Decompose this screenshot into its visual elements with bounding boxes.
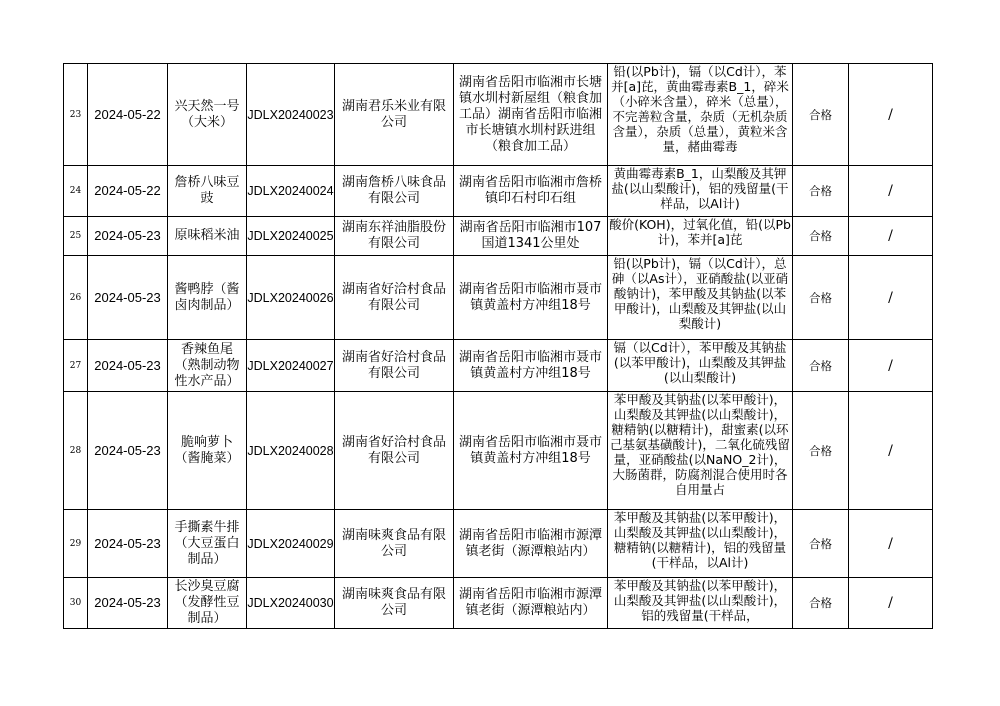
product-name: 手撕素牛排（大豆蛋白制品） xyxy=(168,510,247,578)
test-result: 合格 xyxy=(793,392,849,510)
product-name: 詹桥八味豆豉 xyxy=(168,166,247,217)
product-name: 香辣鱼尾（熟制动物性水产品） xyxy=(168,340,247,392)
remark: / xyxy=(849,166,933,217)
sample-code: JDLX20240029 xyxy=(247,510,335,578)
remark: / xyxy=(849,392,933,510)
table-row xyxy=(64,578,933,629)
test-items: 黄曲霉毒素B_1，山梨酸及其钾盐(以山梨酸计)，铝的残留量(干样品，以Al计) xyxy=(608,166,793,217)
sampling-date: 2024-05-23 xyxy=(88,510,168,578)
sample-code: JDLX20240024 xyxy=(247,166,335,217)
sample-code: JDLX20240028 xyxy=(247,392,335,510)
test-items: 苯甲酸及其钠盐(以苯甲酸计)，山梨酸及其钾盐(以山梨酸计)，铝的残留量(干样品， xyxy=(608,578,793,629)
table-row xyxy=(64,256,933,340)
sampling-date: 2024-05-23 xyxy=(88,217,168,256)
test-result: 合格 xyxy=(793,578,849,629)
test-result: 合格 xyxy=(793,217,849,256)
company-address: 湖南省岳阳市临湘市107国道1341公里处 xyxy=(454,217,608,256)
remark: / xyxy=(849,256,933,340)
company-address: 湖南省岳阳市临湘市聂市镇黄盖村方冲组18号 xyxy=(454,392,608,510)
sampling-date: 2024-05-23 xyxy=(88,392,168,510)
test-result: 合格 xyxy=(793,64,849,166)
remark: / xyxy=(849,340,933,392)
row-number: 30 xyxy=(64,578,88,629)
table-row xyxy=(64,217,933,256)
company-address: 湖南省岳阳市临湘市长塘镇水圳村新屋组（粮食加工品）湖南省岳阳市临湘市长塘镇水圳村跃进组（粮食加工品） xyxy=(454,64,608,166)
sampling-date: 2024-05-22 xyxy=(88,64,168,166)
company-name: 湖南味爽食品有限公司 xyxy=(335,510,454,578)
sample-code: JDLX20240027 xyxy=(247,340,335,392)
table-row xyxy=(64,392,933,510)
sampling-results-table xyxy=(63,63,933,629)
table-row xyxy=(64,510,933,578)
remark: / xyxy=(849,578,933,629)
sample-code: JDLX20240030 xyxy=(247,578,335,629)
test-items: 苯甲酸及其钠盐(以苯甲酸计)，山梨酸及其钾盐(以山梨酸计)，糖精钠(以糖精计)，甜蜜素(以环己基氨基磺酸计)，二氧化硫残留量，亚硝酸盐(以NaNO_2计)，大肠菌群，防腐剂混合使用时各自用量占 xyxy=(608,392,793,510)
sampling-date: 2024-05-23 xyxy=(88,256,168,340)
product-name: 脆响萝卜（酱腌菜） xyxy=(168,392,247,510)
test-result: 合格 xyxy=(793,340,849,392)
test-items: 铅(以Pb计)，镉（以Cd计），总砷（以As计），亚硝酸盐(以亚硝酸钠计)，苯甲酸及其钠盐(以苯甲酸计)，山梨酸及其钾盐(以山梨酸计) xyxy=(608,256,793,340)
company-address: 湖南省岳阳市临湘市源潭镇老街（源潭粮站内） xyxy=(454,510,608,578)
row-number: 27 xyxy=(64,340,88,392)
row-number: 29 xyxy=(64,510,88,578)
company-address: 湖南省岳阳市临湘市源潭镇老街（源潭粮站内） xyxy=(454,578,608,629)
test-items: 镉（以Cd计），苯甲酸及其钠盐(以苯甲酸计)，山梨酸及其钾盐(以山梨酸计) xyxy=(608,340,793,392)
company-name: 湖南省好洽村食品有限公司 xyxy=(335,256,454,340)
test-items: 苯甲酸及其钠盐(以苯甲酸计)，山梨酸及其钾盐(以山梨酸计)，糖精钠(以糖精计)，铝的残留量(干样品，以Al计) xyxy=(608,510,793,578)
test-result: 合格 xyxy=(793,256,849,340)
sample-code: JDLX20240025 xyxy=(247,217,335,256)
company-name: 湖南东祥油脂股份有限公司 xyxy=(335,217,454,256)
sample-code: JDLX20240023 xyxy=(247,64,335,166)
row-number: 23 xyxy=(64,64,88,166)
test-items: 酸价(KOH)，过氧化值，铅(以Pb计)，苯并[a]芘 xyxy=(608,217,793,256)
company-name: 湖南味爽食品有限公司 xyxy=(335,578,454,629)
product-name: 原味稻米油 xyxy=(168,217,247,256)
company-name: 湖南省好洽村食品有限公司 xyxy=(335,392,454,510)
company-address: 湖南省岳阳市临湘市詹桥镇印石村印石组 xyxy=(454,166,608,217)
remark: / xyxy=(849,217,933,256)
row-number: 26 xyxy=(64,256,88,340)
table-row xyxy=(64,340,933,392)
remark: / xyxy=(849,64,933,166)
test-result: 合格 xyxy=(793,510,849,578)
company-name: 湖南省好洽村食品有限公司 xyxy=(335,340,454,392)
company-name: 湖南詹桥八味食品有限公司 xyxy=(335,166,454,217)
test-items: 铅(以Pb计)，镉（以Cd计），苯并[a]芘，黄曲霉毒素B_1，碎米（小碎米含量），碎米（总量），不完善粒含量，杂质（无机杂质含量），杂质（总量），黄粒米含量，赭曲霉毒 xyxy=(608,64,793,166)
company-address: 湖南省岳阳市临湘市聂市镇黄盖村方冲组18号 xyxy=(454,256,608,340)
product-name: 长沙臭豆腐（发酵性豆制品） xyxy=(168,578,247,629)
row-number: 28 xyxy=(64,392,88,510)
company-name: 湖南君乐米业有限公司 xyxy=(335,64,454,166)
test-result: 合格 xyxy=(793,166,849,217)
table-row xyxy=(64,64,933,166)
sample-code: JDLX20240026 xyxy=(247,256,335,340)
company-address: 湖南省岳阳市临湘市聂市镇黄盖村方冲组18号 xyxy=(454,340,608,392)
sampling-date: 2024-05-23 xyxy=(88,340,168,392)
sampling-date: 2024-05-22 xyxy=(88,166,168,217)
product-name: 酱鸭脖（酱卤肉制品） xyxy=(168,256,247,340)
product-name: 兴天然一号（大米） xyxy=(168,64,247,166)
sampling-date: 2024-05-23 xyxy=(88,578,168,629)
row-number: 25 xyxy=(64,217,88,256)
table-row xyxy=(64,166,933,217)
remark: / xyxy=(849,510,933,578)
row-number: 24 xyxy=(64,166,88,217)
